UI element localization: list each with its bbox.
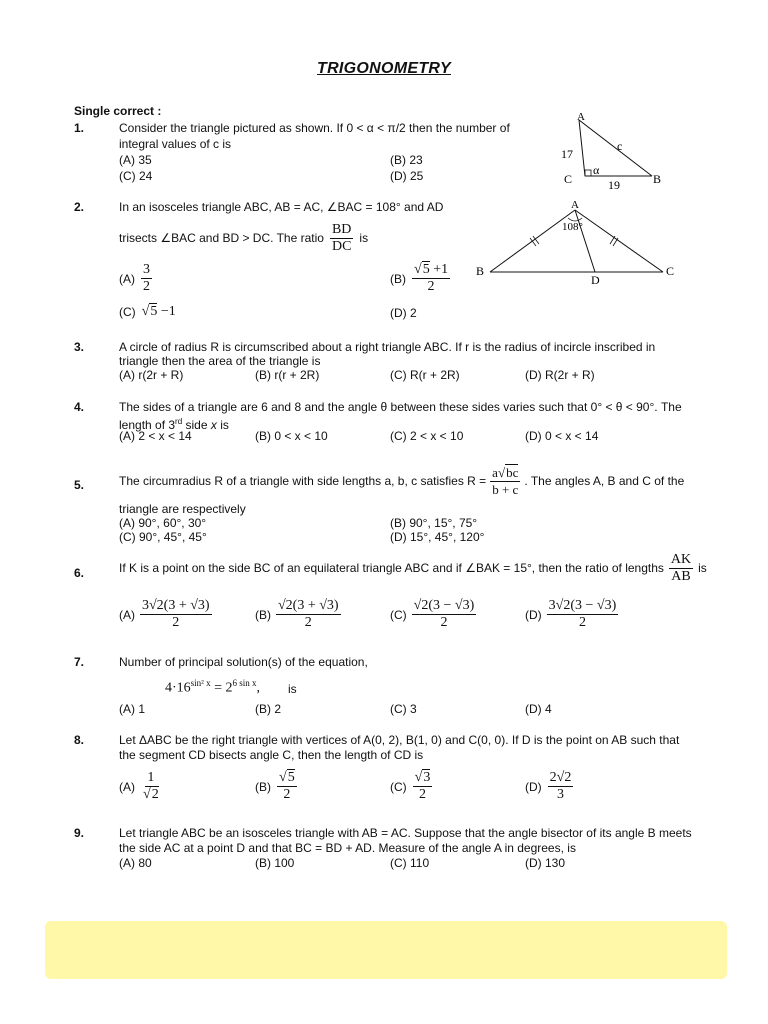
q4-option-b: (B) 0 < x < 10 <box>255 429 328 443</box>
q5-option-b: (B) 90°, 15°, 75° <box>390 516 478 530</box>
q8-b-frac <box>277 770 297 803</box>
q1-number: 1. <box>74 121 85 135</box>
q2-option-c <box>119 304 176 320</box>
q2-option-a-label: (A) <box>119 271 135 286</box>
q2-option-b <box>390 262 450 295</box>
q9-option-b: (B) 100 <box>255 856 295 870</box>
q3-line2: triangle then the area of the triangle is <box>119 354 321 368</box>
q6-ratio-den: AB <box>671 569 691 584</box>
q3-option-c: (C) R(r + 2R) <box>390 368 460 382</box>
q8-a-num: 1 <box>147 770 155 785</box>
q2-c-root: 5 <box>150 304 158 319</box>
q9-option-a: (A) 80 <box>119 856 152 870</box>
q5-fraction <box>490 465 520 498</box>
q4-option-c: (C) 2 < x < 10 <box>390 429 464 443</box>
q2-option-a-frac <box>141 262 152 295</box>
q8-d-num: 2√2 <box>549 770 572 785</box>
section-heading: Single correct : <box>74 104 162 118</box>
q2-b-num: √5 +1 <box>414 262 449 277</box>
q3-option-a: (A) r(2r + R) <box>119 368 184 382</box>
q1-option-b: (B) 23 <box>390 153 423 167</box>
q6-option-c <box>390 598 476 631</box>
q6-a-num: 3√2(3 + √3) <box>142 598 210 613</box>
q8-option-b-label: (B) <box>255 779 271 794</box>
q6-ratio <box>669 552 693 585</box>
q7-eq-exp2: 6 sin x <box>232 678 257 688</box>
q1-label-a: A <box>577 111 585 123</box>
q1-label-19: 19 <box>608 178 620 192</box>
q2-ratio-den: DC <box>331 239 352 254</box>
q8-option-d <box>525 770 573 803</box>
q2-line2-text: trisects ∠BAC and BD > DC. The ratio <box>119 231 324 245</box>
q2-label-angle: 108° <box>562 221 583 233</box>
q6-c-num: √2(3 − √3) <box>413 598 475 613</box>
q7-number: 7. <box>74 655 85 669</box>
q1-option-d: (D) 25 <box>390 169 424 183</box>
q4-line2-mid: side <box>182 418 211 432</box>
q7-eq-base: 4·16 <box>165 680 191 696</box>
q7-option-b: (B) 2 <box>255 702 282 716</box>
q8-d-den: 3 <box>557 787 565 802</box>
q5-line1-post: . The angles A, B and C of the <box>524 474 685 488</box>
q5-option-d: (D) 15°, 45°, 120° <box>390 530 485 544</box>
q2-option-a <box>119 262 152 295</box>
q6-b-num: √2(3 + √3) <box>278 598 339 613</box>
q6-a-frac <box>140 598 212 631</box>
q2-option-d: (D) 2 <box>390 306 417 320</box>
q6-option-a-label: (A) <box>119 607 135 622</box>
q7-equation <box>165 678 260 697</box>
q4-line1: The sides of a triangle are 6 and 8 and the angle θ between these sides varies such that 0° < θ < 90°. The <box>119 400 682 414</box>
q8-option-a-label: (A) <box>119 779 135 794</box>
q1-line1: Consider the triangle pictured as shown. If 0 < α < π/2 then the number of <box>119 121 510 135</box>
q9-number: 9. <box>74 826 85 840</box>
q8-line1: Let ΔABC be the right triangle with vertices of A(0, 2), B(1, 0) and C(0, 0). If D is the point on AB such that <box>119 733 680 747</box>
q2-ratio <box>330 222 353 255</box>
q4-option-d: (D) 0 < x < 14 <box>525 429 599 443</box>
q7-is: is <box>288 682 297 696</box>
q8-a-frac <box>141 770 161 803</box>
q5-number: 5. <box>74 478 85 492</box>
q8-option-b <box>255 770 297 803</box>
q2-line1: In an isosceles triangle ABC, AB = AC, ∠BAC = 108° and AD <box>119 200 444 214</box>
q2-number: 2. <box>74 200 85 214</box>
q3-option-b: (B) r(r + 2R) <box>255 368 320 382</box>
q9-line1: Let triangle ABC be an isosceles triangle with AB = AC. Suppose that the angle bisector of its angle B meets <box>119 826 692 840</box>
q6-d-num: 3√2(3 − √3) <box>548 598 617 613</box>
q1-option-a: (A) 35 <box>119 153 152 167</box>
q5-option-a: (A) 90°, 60°, 30° <box>119 516 207 530</box>
q6-line1-post: is <box>698 561 707 575</box>
q3-line1: A circle of radius R is circumscribed about a right triangle ABC. If r is the radius of incircle inscribed in <box>119 340 656 354</box>
q4-number: 4. <box>74 400 85 414</box>
footer-banner <box>45 921 727 979</box>
q2-label-a: A <box>571 199 579 211</box>
q2-option-b-label: (B) <box>390 271 406 286</box>
page-title: TRIGONOMETRY <box>317 60 451 77</box>
q2-ratio-num: BD <box>331 222 352 237</box>
q8-option-d-label: (D) <box>525 779 542 794</box>
q6-option-d <box>525 598 618 631</box>
q5-line1-pre: The circumradius R of a triangle with side lengths a, b, c satisfies R = <box>119 474 487 488</box>
q8-a-den-root: 2 <box>151 787 159 802</box>
q6-c-frac <box>412 598 477 631</box>
q6-option-b <box>255 598 341 631</box>
q5-line1 <box>119 465 684 498</box>
q2-c-expr: √5 −1 <box>141 304 176 319</box>
q6-d-frac <box>547 598 619 631</box>
q6-ratio-num: AK <box>670 552 692 567</box>
q4-line2-var: x <box>210 418 217 432</box>
q2-option-b-frac <box>412 262 450 295</box>
q6-a-den: 2 <box>172 615 180 630</box>
q8-b-root: 5 <box>287 770 295 785</box>
q6-option-c-label: (C) <box>390 607 407 622</box>
q5-frac-root: bc <box>506 465 519 480</box>
q7-option-a: (A) 1 <box>119 702 146 716</box>
q2-option-c-label: (C) <box>119 305 136 319</box>
q8-c-root: 3 <box>423 770 431 785</box>
q1-label-c: c <box>617 139 623 153</box>
q6-option-d-label: (D) <box>525 607 542 622</box>
q6-number: 6. <box>74 566 85 580</box>
q2-label-d: D <box>591 273 600 287</box>
q6-d-den: 2 <box>578 615 586 630</box>
q2-b-tail: +1 <box>429 262 449 277</box>
q5-option-c: (C) 90°, 45°, 45° <box>119 530 207 544</box>
q5-frac-den: b + c <box>492 482 519 497</box>
q7-line1: Number of principal solution(s) of the equation, <box>119 655 368 669</box>
q4-line2-sup: rd <box>175 417 183 426</box>
q6-line1 <box>119 552 707 585</box>
q2-a-num: 3 <box>143 262 150 277</box>
q8-c-frac <box>413 770 433 803</box>
q6-b-den: 2 <box>304 615 312 630</box>
q7-eq-mid: = 2 <box>210 680 233 696</box>
q4-option-a: (A) 2 < x < 14 <box>119 429 192 443</box>
q2-line2 <box>119 222 368 255</box>
q8-b-num: √5 <box>279 770 295 785</box>
q2-b-root: 5 <box>422 262 430 277</box>
q1-label-alpha: α <box>593 163 600 177</box>
q3-option-d: (D) R(2r + R) <box>525 368 595 382</box>
q9-option-d: (D) 130 <box>525 856 566 870</box>
q1-label-b: B <box>653 172 662 186</box>
q2-b-den: 2 <box>427 279 435 294</box>
q5-line2: triangle are respectively <box>119 502 246 516</box>
q8-b-den: 2 <box>283 787 291 802</box>
q1-label-cvertex: C <box>564 172 573 186</box>
q6-line1-pre: If K is a point on the side BC of an equilateral triangle ABC and if ∠BAK = 15°, then the ratio of lengths <box>119 561 664 575</box>
q2-c-tail: −1 <box>157 304 176 319</box>
q4-line2-post: is <box>216 418 229 432</box>
q1-triangle-figure <box>555 108 675 193</box>
q8-d-frac <box>548 770 574 803</box>
q1-label-17: 17 <box>561 147 573 161</box>
q2-label-b: B <box>476 264 485 278</box>
q8-option-c <box>390 770 432 803</box>
q7-option-c: (C) 3 <box>390 702 417 716</box>
q7-option-d: (D) 4 <box>525 702 552 716</box>
q3-number: 3. <box>74 340 85 354</box>
q8-option-a <box>119 770 161 803</box>
q9-option-c: (C) 110 <box>390 856 430 870</box>
q5-frac-a: a <box>492 465 498 480</box>
q1-line2: integral values of c is <box>119 137 232 151</box>
q8-line2: the segment CD bisects angle C, then the length of CD is <box>119 748 424 762</box>
q6-option-a <box>119 598 212 631</box>
q7-eq-exp1: sin² x <box>190 678 211 688</box>
q1-option-c: (C) 24 <box>119 169 153 183</box>
q2-line2-is: is <box>359 231 369 245</box>
q6-c-den: 2 <box>440 615 448 630</box>
q5-frac-num: a√bc <box>492 465 519 480</box>
q2-triangle-figure <box>470 196 690 288</box>
q8-option-c-label: (C) <box>390 779 407 794</box>
q8-c-den: 2 <box>419 787 427 802</box>
q7-eq-tail: , <box>256 680 261 696</box>
q8-number: 8. <box>74 733 85 747</box>
q6-option-b-label: (B) <box>255 607 271 622</box>
q2-label-c: C <box>666 264 675 278</box>
q6-b-frac <box>276 598 341 631</box>
q4-line2-pre: length of 3 <box>119 418 176 432</box>
q8-c-num: √3 <box>414 770 431 785</box>
q2-a-den: 2 <box>143 279 150 294</box>
q8-a-den: √2 <box>143 787 159 802</box>
q9-line2: the side AC at a point D and that BC = BD + AD. Measure of the angle A in degrees, is <box>119 841 576 855</box>
